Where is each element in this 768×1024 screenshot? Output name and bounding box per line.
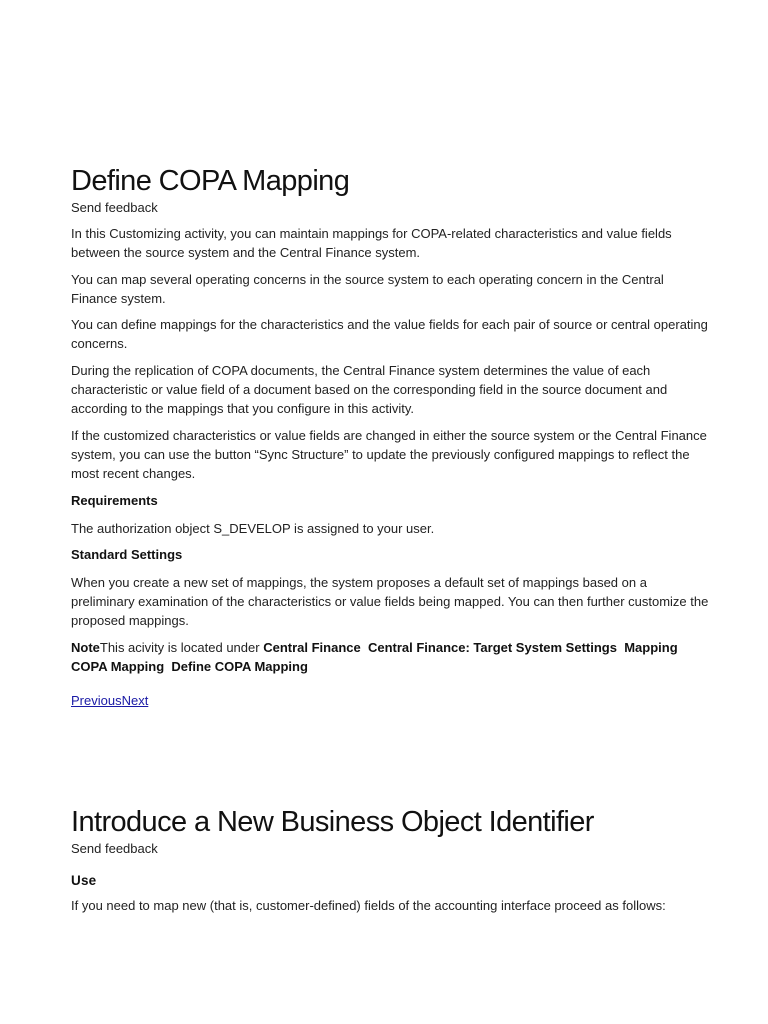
- previous-link[interactable]: Previous: [71, 693, 122, 709]
- note-label: Note: [71, 639, 100, 655]
- paragraph-intro: In this Customizing activity, you can maintain mappings for COPA-related characteristics and value fields between the source system and the Central Finance system.: [71, 226, 672, 261]
- standard-settings-heading: Standard Settings: [71, 546, 183, 562]
- section2-title: Introduce a New Business Object Identifier: [71, 806, 594, 838]
- use-heading: Use: [71, 873, 97, 888]
- paragraph-operating-concerns: You can map several operating concerns in the source system to each operating concern in the Central Finance system.: [71, 271, 664, 306]
- page-title: Define COPA Mapping: [71, 165, 350, 197]
- note-path-define-copa-mapping: Define COPA Mapping: [171, 659, 308, 675]
- paragraph-sync-structure: If the customized characteristics or value fields are changed in either the source system or the Central Finance system, you can use the button “Sync Structure” to update the previously configured mappings to reflect the most recent changes.: [71, 427, 707, 482]
- requirements-text: The authorization object S_DEVELOP is assigned to your user.: [71, 520, 435, 536]
- requirements-heading: Requirements: [71, 492, 158, 508]
- section-new-business-object-identifier: [71, 804, 711, 922]
- note-path-target-system-settings: Central Finance: Target System Settings: [367, 639, 617, 655]
- note-text: This acivity is located under: [99, 639, 260, 655]
- paragraph-define-mappings: You can define mappings for the characteristics and the value fields for each pair of source or central operating concerns.: [71, 317, 708, 352]
- standard-settings-text: When you create a new set of mappings, the system proposes a default set of mappings based on a preliminary examination of the characteristics or value fields being mapped. You can then further customize the proposed mappings.: [71, 574, 709, 629]
- section-define-copa-mapping: [71, 163, 711, 710]
- use-text: If you need to map new (that is, customer-defined) fields of the accounting interface proceed as follows:: [71, 898, 666, 913]
- note-paragraph: [71, 638, 711, 677]
- next-link[interactable]: Next: [121, 693, 149, 709]
- note-path-copa-mapping: COPA Mapping: [71, 659, 165, 675]
- send-feedback-text: Send feedback: [71, 200, 158, 215]
- pagination-nav: [71, 692, 711, 710]
- paragraph-replication: During the replication of COPA documents, the Central Finance system determines the value of each characteristic or value field of a document based on the corresponding field in the source document and according to the mappings that you configure in this activity.: [71, 362, 668, 417]
- send-feedback-text-2: Send feedback: [71, 841, 158, 856]
- note-path-mapping: Mapping: [624, 639, 678, 655]
- note-path-central-finance: Central Finance: [263, 639, 361, 655]
